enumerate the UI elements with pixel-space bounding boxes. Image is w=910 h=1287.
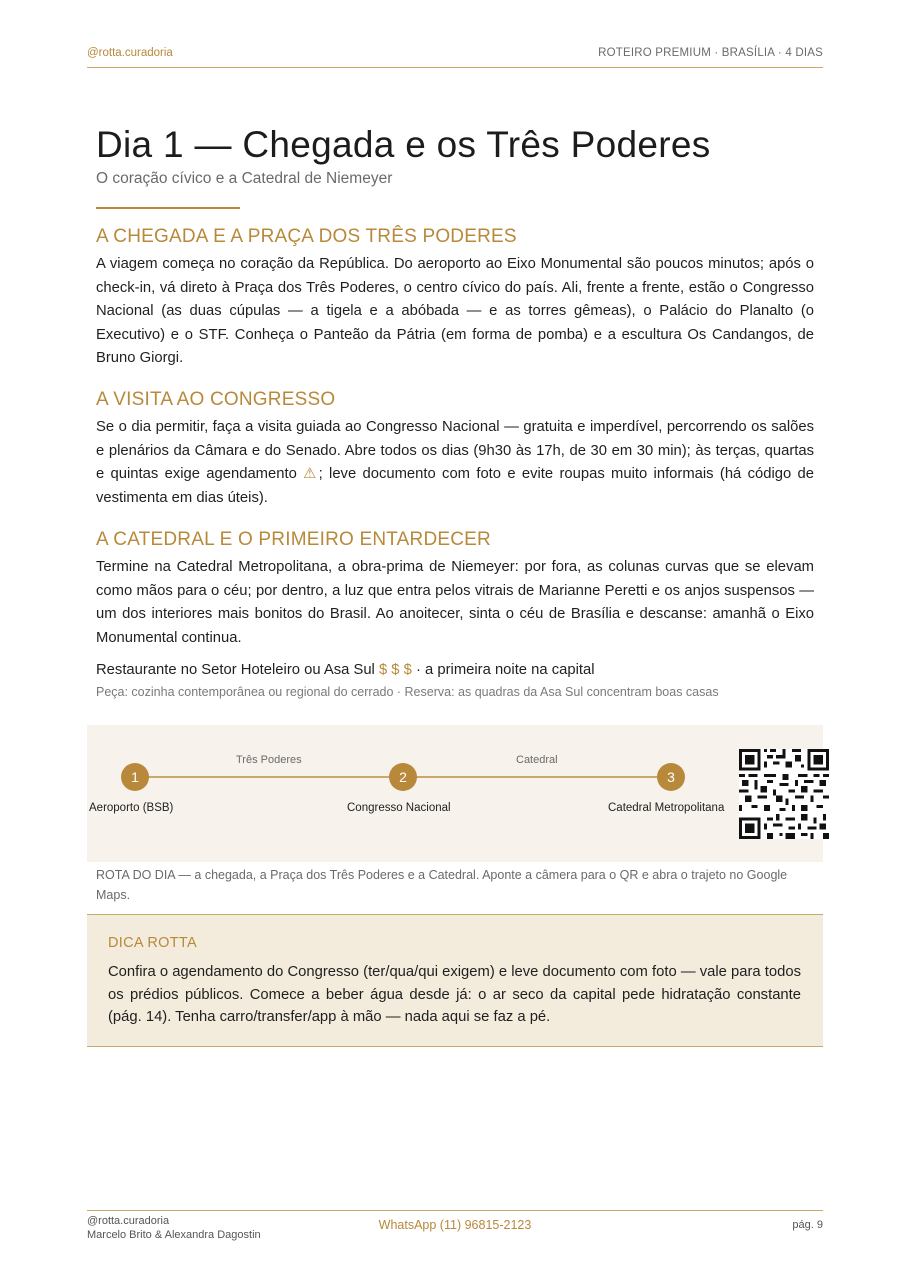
route-stop-marker-3: 3 — [657, 763, 685, 791]
footer-whatsapp-link[interactable]: WhatsApp (11) 96815-2123 — [378, 1218, 532, 1232]
restaurant-price: $ $ $ — [378, 662, 412, 678]
tip-box — [87, 914, 823, 1047]
header-handle: @rotta.curadoria — [87, 47, 173, 59]
footer-authors: Marcelo Brito & Alexandra Dagostin — [87, 1229, 261, 1241]
page-title: Dia 1 — Chegada e os Três Poderes — [96, 124, 711, 165]
page-subtitle: O coração cívico e a Catedral de Niemeyer — [96, 170, 393, 187]
section-heading-congresso: A VISITA AO CONGRESSO — [96, 389, 336, 410]
title-divider — [96, 207, 240, 209]
route-segment-1 — [135, 776, 401, 778]
tip-title: DICA ROTTA — [108, 935, 197, 951]
route-stop-name-1: Aeroporto (BSB) — [89, 802, 174, 814]
section-text-chegada: A viagem começa no coração da República. Do aeroporto ao Eixo Monumental são poucos minutos; após o check-in, vá direto à Praça dos Três Poderes, o centro cívico do país. Ali, frente a frente, estão o Congresso Nacional (as duas cúpulas — a tigela e a abóbada — e as torres gêmeas), o Palácio do Planalto (o Executivo) e o STF. Conheça o Panteão da Pátria (em forma de pomba) e a escultura Os Candangos, de Bruno Giorgi. — [96, 256, 814, 366]
warning-icon: ⚠ — [303, 466, 319, 482]
section-heading-chegada: A CHEGADA E A PRAÇA DOS TRÊS PODERES — [96, 226, 517, 247]
segment-label-tres-poderes: Três Poderes — [236, 754, 302, 766]
restaurant-line — [96, 662, 595, 678]
page-header — [87, 46, 823, 68]
route-map — [87, 725, 823, 862]
tip-text: Confira o agendamento do Congresso (ter/qua/qui exigem) e leve documento com foto — vale para todos os prédios públicos. Comece a beber água desde já: o ar seco da capital pede hidratação constante (pág. 14). Tenha carro/transfer/app à mão — nada aqui se faz a pé. — [108, 964, 801, 1025]
section-text-congresso — [96, 416, 814, 510]
section-text-catedral: Termine na Catedral Metropolitana, a obra-prima de Niemeyer: por fora, as colunas curvas que se elevam como mãos para o céu; por dentro, a luz que entra pelos vitrais de Marianne Peretti e os anjos suspensos — um dos interiores mais bonitos do Brasil. Ao anoitecer, sinta o céu de Brasília e descanse: amanhã o Eixo Monumental continua. — [96, 559, 814, 646]
section-text-congresso-part2: ; leve documento com foto e evite roupas muito informais (há código de vestimenta em dias úteis). — [96, 466, 814, 506]
route-stop-name-3: Catedral Metropolitana — [608, 802, 725, 814]
qr-code-icon[interactable] — [739, 749, 829, 839]
segment-label-catedral: Catedral — [516, 754, 558, 766]
route-caption: ROTA DO DIA — a chegada, a Praça dos Três Poderes e a Catedral. Aponte a câmera para o QR e abra o trajeto no Google Maps. — [96, 868, 788, 902]
restaurant-details: Peça: cozinha contemporânea ou regional do cerrado · Reserva: as quadras da Asa Sul concentram boas casas — [96, 685, 719, 699]
route-stop-marker-2: 2 — [389, 763, 417, 791]
footer-handle: @rotta.curadoria — [87, 1215, 170, 1227]
restaurant-name: Restaurante no Setor Hoteleiro ou Asa Sul — [96, 662, 375, 678]
header-guide-title: ROTEIRO PREMIUM · BRASÍLIA · 4 DIAS — [598, 47, 823, 59]
section-heading-catedral: A CATEDRAL E O PRIMEIRO ENTARDECER — [96, 529, 491, 550]
page-footer — [87, 1210, 823, 1243]
restaurant-note: · a primeira noite na capital — [416, 662, 595, 678]
section-text-congresso-part1: Se o dia permitir, faça a visita guiada ao Congresso Nacional — gratuita e imperdível, percorrendo os salões e plenários da Câmara e do Senado. Abre todos os dias (9h30 às 17h, de 30 em 30 min); às terças, quartas e quintas exige agendamento — [96, 419, 814, 482]
route-stop-name-2: Congresso Nacional — [347, 802, 451, 814]
route-stop-marker-1: 1 — [121, 763, 149, 791]
page-number: pág. 9 — [792, 1219, 823, 1231]
route-segment-2 — [403, 776, 671, 778]
